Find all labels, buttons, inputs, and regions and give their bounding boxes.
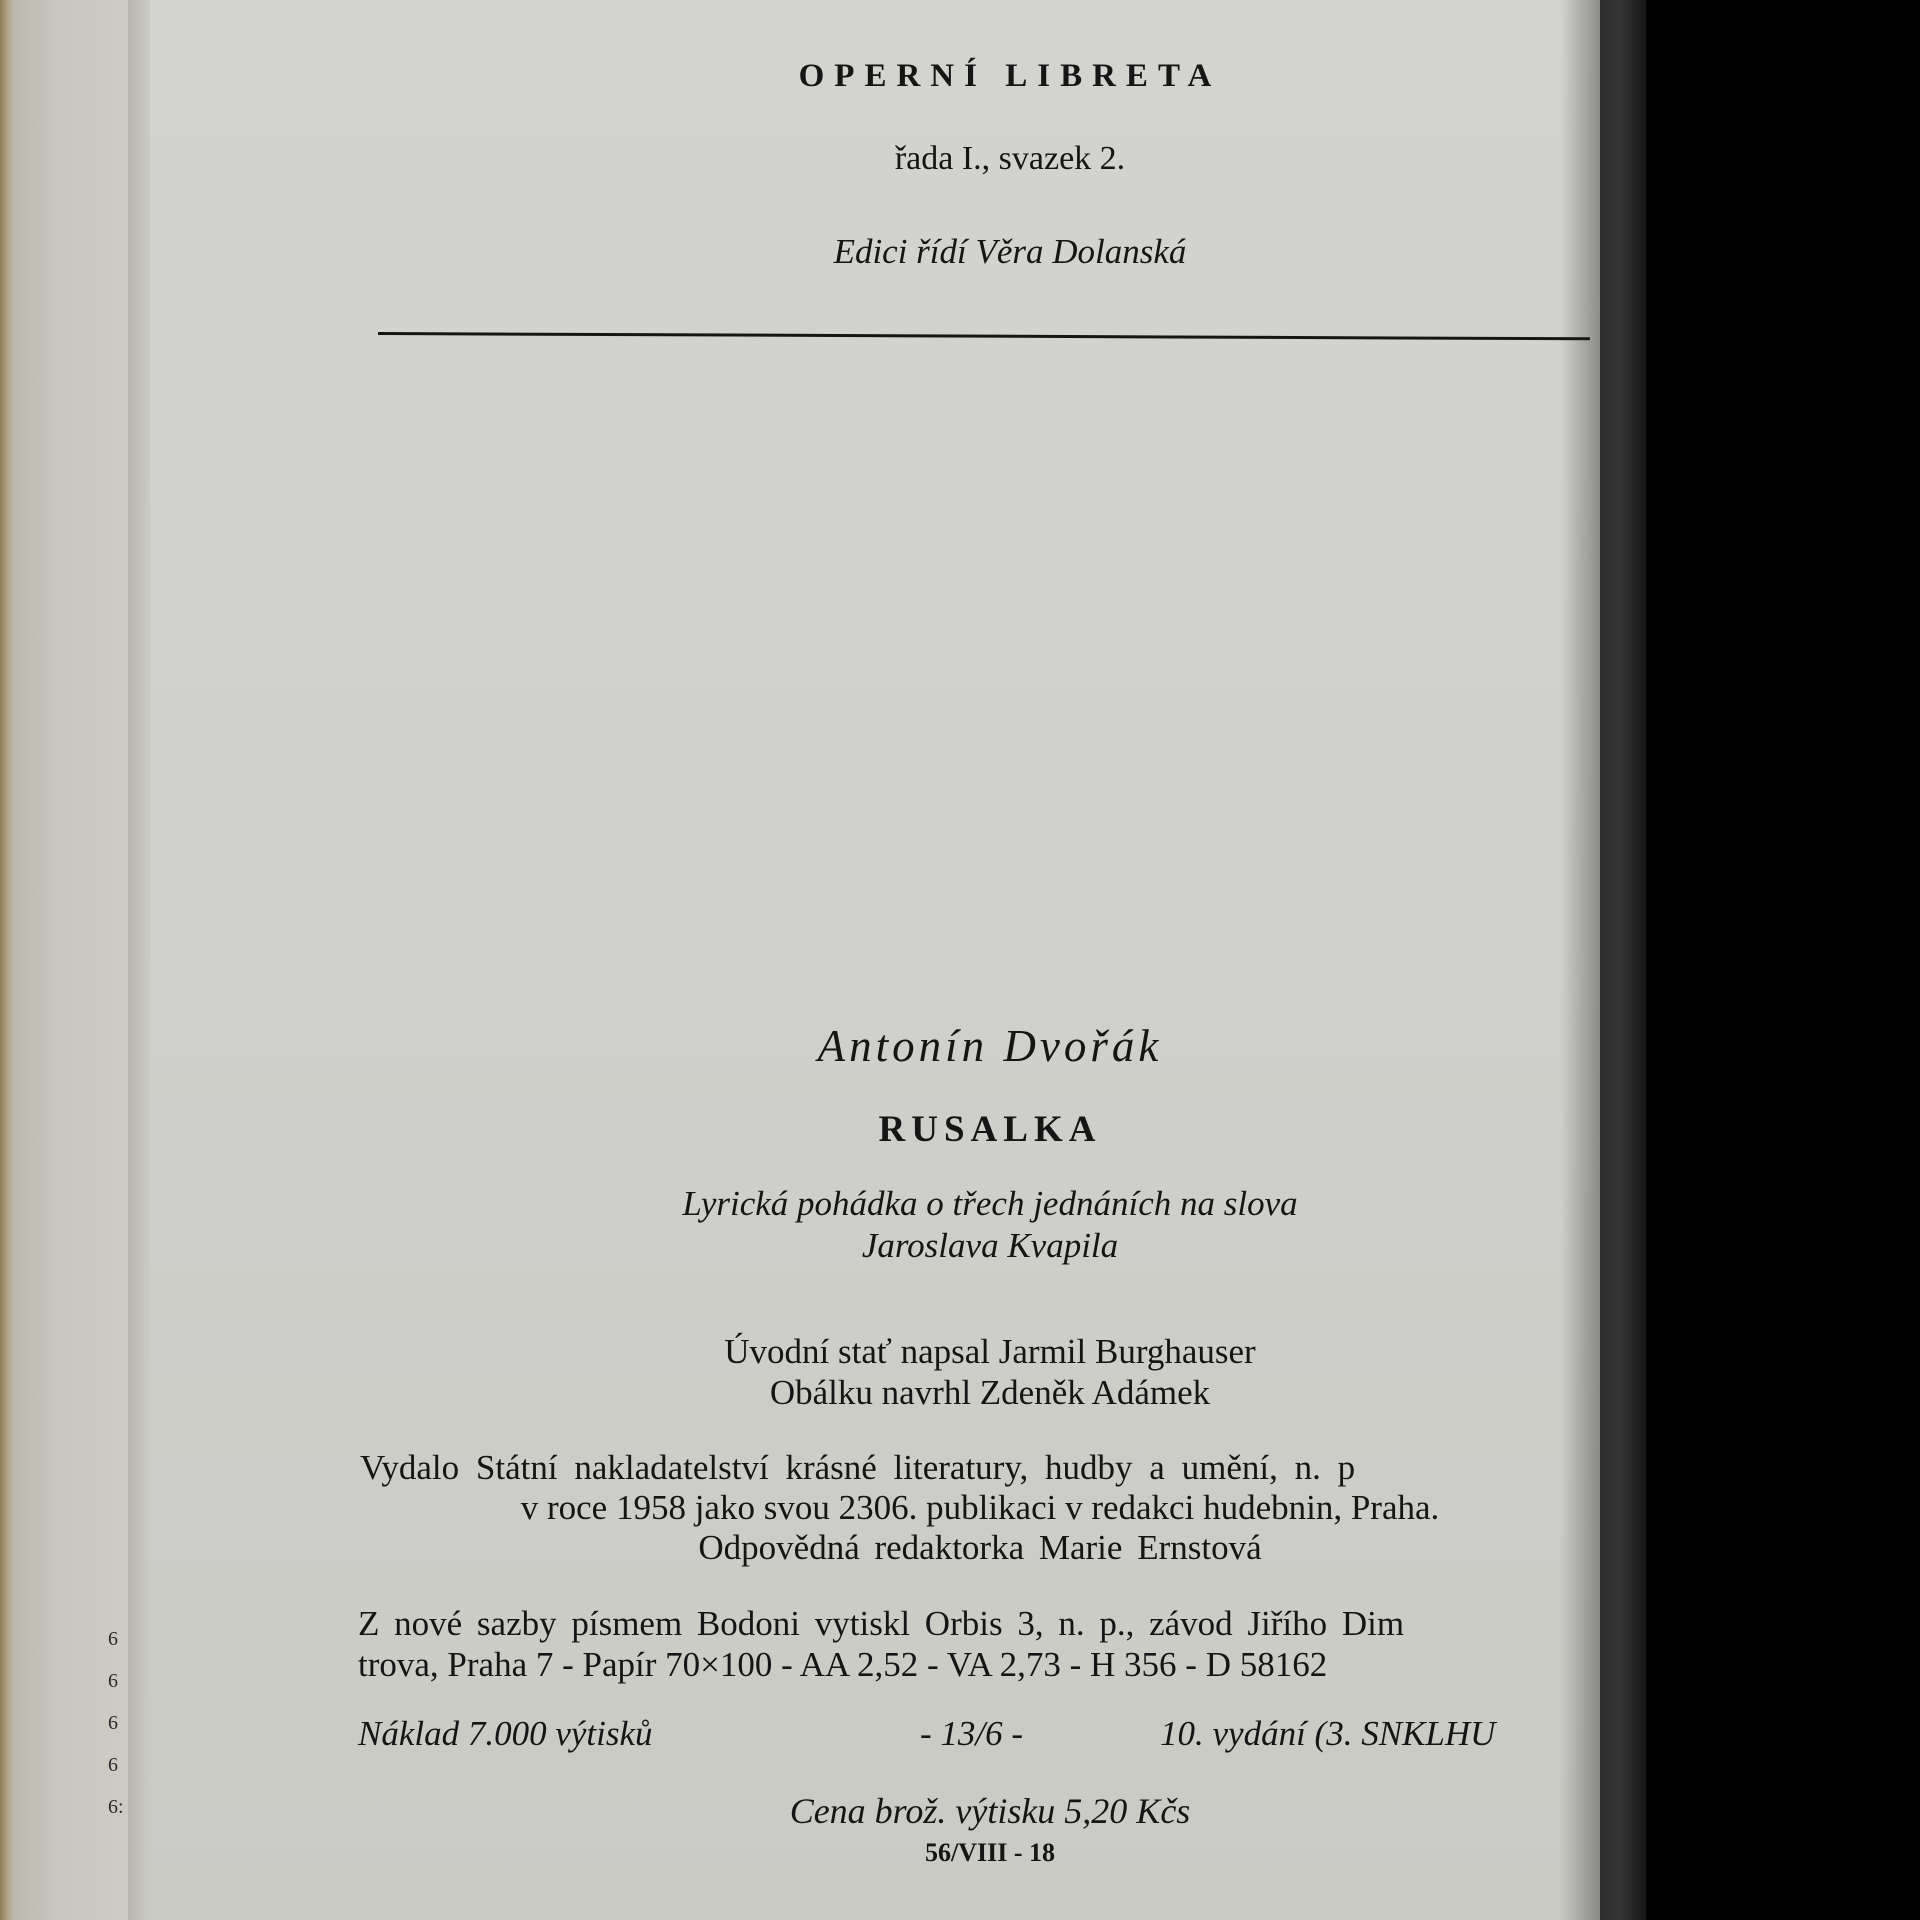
subtitle-line: Lyrická pohádka o třech jednáních na slova <box>682 1184 1298 1223</box>
catalog-number: 56/VIII - 18 <box>924 1838 1055 1867</box>
page-number: 6: <box>108 1796 124 1818</box>
printing-line: trova, Praha 7 - Papír 70×100 - AA 2,52 - VA 2,73 - H 356 - D 58162 <box>358 1645 1328 1684</box>
series-title: OPERNÍ LIBRETA <box>798 58 1222 94</box>
book-spine <box>1600 0 1648 1920</box>
intro-credit: Úvodní stať napsal Jarmil Burghauser <box>724 1332 1256 1371</box>
dark-background <box>1646 0 1920 1920</box>
publication-line: v roce 1958 jako svou 2306. publikaci v redakci hudebnin, Praha. <box>520 1488 1440 1527</box>
publication-line: Odpovědná redaktorka Marie Ernstová <box>698 1528 1262 1567</box>
publication-line: Vydalo Státní nakladatelství krásné literatury, hudby a umění, n. p <box>360 1448 1356 1487</box>
printing-line: Z nové sazby písmem Bodoni vytiskl Orbis 3, n. p., závod Jiřího Dim <box>358 1604 1405 1643</box>
work-title: RUSALKA <box>878 1109 1102 1150</box>
subtitle-line: Jaroslava Kvapila <box>861 1226 1119 1265</box>
header-rule <box>378 332 1590 340</box>
series-number: řada I., svazek 2. <box>894 140 1126 177</box>
cover-credit: Obálku navrhl Zdeněk Adámek <box>769 1373 1211 1412</box>
print-run: Náklad 7.000 výtisků <box>358 1714 653 1753</box>
page-number: 6 <box>108 1670 118 1692</box>
composer-name: Antonín Dvořák <box>817 1021 1163 1071</box>
sheet-code: - 13/6 - <box>920 1714 1024 1753</box>
page-number: 6 <box>108 1628 118 1650</box>
edition-number: 10. vydání (3. SNKLHU <box>1160 1714 1496 1753</box>
series-editor: Edici řídí Věra Dolanská <box>833 232 1187 271</box>
page-number: 6 <box>108 1754 118 1776</box>
price-line: Cena brož. výtisku 5,20 Kčs <box>789 1791 1191 1831</box>
page-number: 6 <box>108 1712 118 1734</box>
